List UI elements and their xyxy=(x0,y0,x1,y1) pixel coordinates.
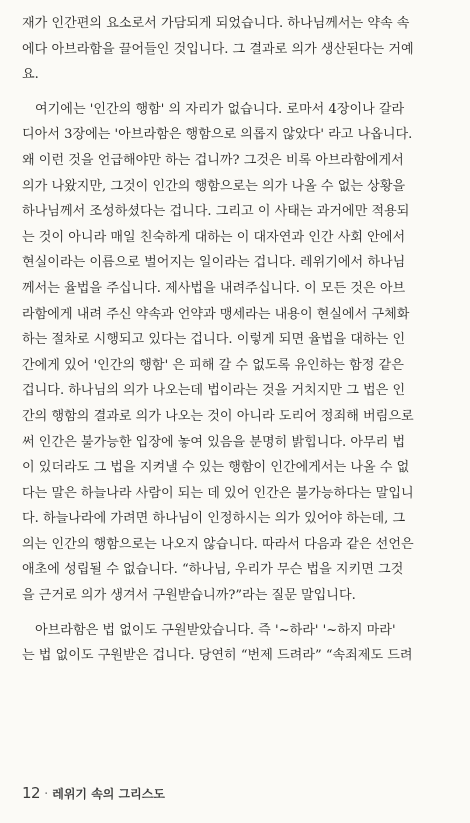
paragraph xyxy=(22,11,452,88)
text-line: 라함에게 내려 주신 약속과 언약과 맹세라는 내용이 현실에서 구체화 xyxy=(22,306,410,322)
text-line: 현실이라는 이름으로 벌어지는 일이라는 겁니다. 레위기에서 하나님 xyxy=(22,255,406,271)
text-line: 는 법 없이도 구원받은 겁니다. 당연히 “번제 드려라” “속죄제도 드려 xyxy=(22,648,413,664)
text-line: 하는 절차로 시행되고 있다는 겁니다. 이렇게 되면 율법을 대하는 인 xyxy=(22,332,406,348)
text-line: 에다 아브라함을 끌어들인 것입니다. 그 결과로 의가 생산된다는 거예 xyxy=(22,41,414,57)
text-line: 간에게 있어 '인간의 행함' 은 피해 갈 수 없도록 유인하는 함정 같은 xyxy=(22,357,404,373)
text-line: 애초에 성립될 수 없습니다. “하나님, 우리가 무슨 법을 지키면 그것 xyxy=(22,562,404,578)
text-line: 다는 말은 하늘나라 사람이 되는 데 있어 인간은 불가능하다는 말입니 xyxy=(22,485,414,501)
page-number: 12 xyxy=(22,784,41,802)
text-line: 아브라함은 법 없이도 구원받았습니다. 즉 '~하라' '~하지 마라' xyxy=(35,622,396,638)
text-line: 왜 이런 것을 언급해야만 하는 겁니까? 그것은 비록 아브라함에게서 xyxy=(22,152,404,168)
paragraph xyxy=(22,97,452,609)
text-line: 써 인간은 불가능한 입장에 놓여 있음을 분명히 밝힙니다. 아무리 법 xyxy=(22,434,406,450)
text-line: 이 있더라도 그 법을 지켜낼 수 있는 행함이 인간에게서는 나올 수 없 xyxy=(22,460,410,476)
text-line: 재가 인간편의 요소로서 가담되게 되었습니다. 하나님께서는 약속 속 xyxy=(22,16,410,31)
book-title: 레위기 속의 그리스도 xyxy=(52,787,165,801)
text-line: 께서는 율법을 주십니다. 제사법을 내려주십니다. 이 모든 것은 아브 xyxy=(22,280,406,296)
text-line: 는 것이 아니라 매일 친숙하게 대하는 이 대자연과 인간 사회 안에서 xyxy=(22,229,406,245)
paragraph xyxy=(22,618,452,669)
footer-separator: · xyxy=(44,787,49,802)
text-line: 하나님께서 조성하셨다는 겁니다. 그리고 이 사태는 과거에만 적용되 xyxy=(22,204,410,220)
text-line: 디아서 3장에는 '아브라함은 행함으로 의롭지 않았다' 라고 나옵니다. xyxy=(22,127,413,143)
body-text xyxy=(22,11,452,669)
text-line: 간의 행함의 결과로 의가 나오는 것이 아니라 도리어 정죄해 버림으로 xyxy=(22,408,414,424)
text-line: 의는 인간의 행함으로는 나오지 않습니다. 따라서 다음과 같은 선언은 xyxy=(22,536,414,552)
text-line: 다. 하늘나라에 가려면 하나님이 인정하시는 의가 있어야 하는데, 그 xyxy=(22,511,406,527)
page-footer xyxy=(22,784,165,802)
text-line: 겁니다. 하나님의 의가 나오는데 법이라는 것을 거치지만 그 법은 인 xyxy=(22,383,406,399)
text-line: 의가 나왔지만, 그것이 인간의 행함으로는 의가 나올 수 없는 상황을 xyxy=(22,178,406,194)
text-line: 을 근거로 의가 생겨서 구원받습니까?”라는 질문 말입니다. xyxy=(22,588,356,604)
text-line: 요. xyxy=(22,67,39,83)
text-line: 여기에는 '인간의 행함' 의 자리가 없습니다. 로마서 4장이나 갈라 xyxy=(35,101,405,117)
